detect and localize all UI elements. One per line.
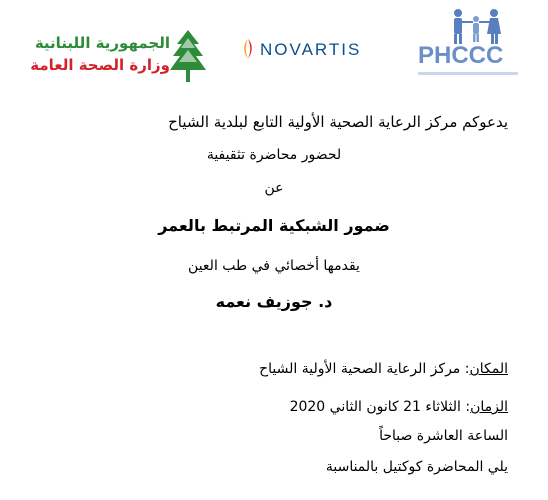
ministry-logo-line1: الجمهورية اللبنانية — [34, 34, 170, 52]
hour-row: الساعة العاشرة صباحاً — [379, 428, 508, 444]
time-value: : الثلاثاء 21 كانون الثاني 2020 — [289, 399, 471, 415]
invitation-line-2: لحضور محاضرة تثقيفية — [206, 147, 342, 163]
time-label: الزمان — [470, 399, 508, 415]
presenter-description: يقدمها أخصائي في طب العين — [188, 258, 360, 274]
lecture-topic: ضمور الشبكية المرتبط بالعمر — [158, 216, 390, 235]
place-value: : مركز الرعاية الصحية الأولية الشياح — [259, 361, 470, 377]
logo-bar — [0, 0, 548, 95]
cedar-icon — [167, 28, 209, 84]
place-label: المكان — [469, 361, 508, 377]
ministry-of-health-logo — [30, 28, 230, 84]
invitation-line-1: يدعوكم مركز الرعاية الصحية الأولية التابع لبلدية الشياح — [168, 113, 508, 131]
phccc-logo — [418, 8, 518, 84]
time-row — [290, 399, 508, 415]
note-row: يلي المحاضرة كوكتيل بالمناسبة — [325, 459, 508, 475]
family-figures-icon — [448, 8, 508, 44]
place-row — [259, 361, 508, 377]
phccc-wordmark: PHCCC — [418, 42, 504, 69]
ministry-logo-line2: وزارة الصحة العامة — [30, 56, 170, 74]
doctor-name: د. جوزيف نعمه — [215, 292, 333, 311]
invitation-line-3: عن — [264, 180, 284, 196]
phccc-underline — [418, 72, 518, 75]
novartis-wordmark: NOVARTIS — [260, 40, 362, 59]
novartis-mark-icon — [240, 38, 256, 60]
